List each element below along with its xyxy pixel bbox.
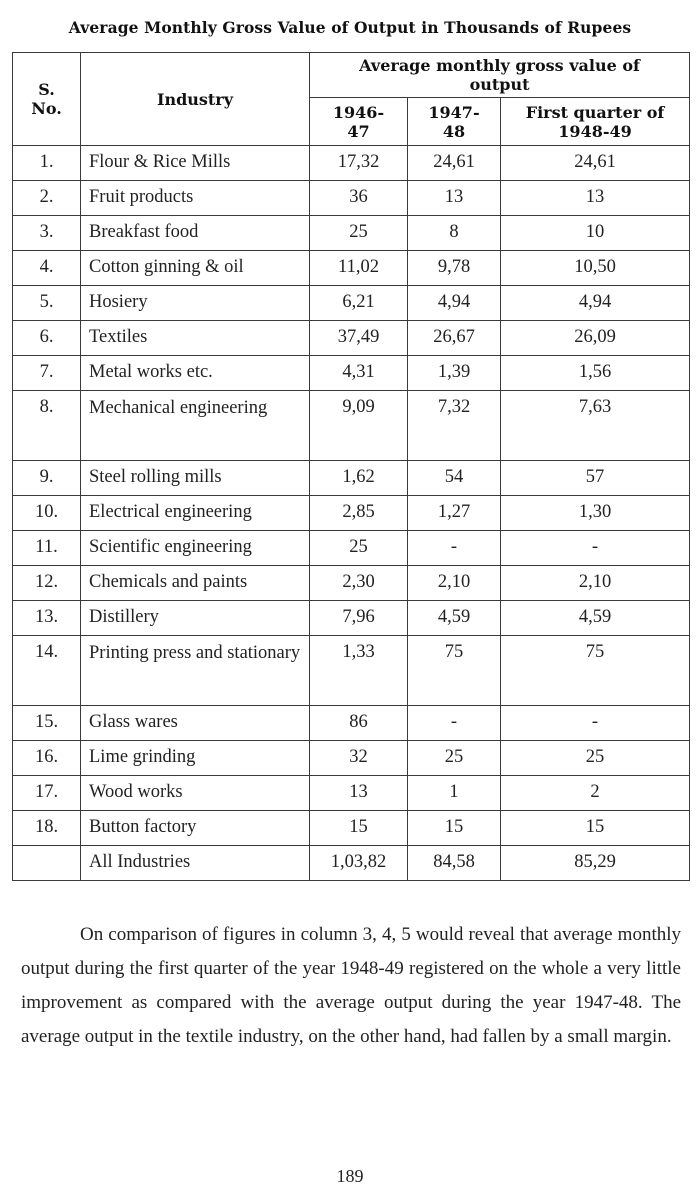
cell-q1-1948-49 (501, 181, 690, 216)
table-row (13, 461, 690, 496)
cell-sno (13, 391, 81, 461)
header-1946-47: 1946-47 (310, 98, 408, 146)
table-row (13, 601, 690, 636)
cell-1947-48-text: 1,39 (437, 362, 471, 382)
cell-industry (81, 391, 310, 461)
cell-1946-47-text: 2,85 (342, 502, 375, 522)
cell-q1-1948-49-text: - (591, 537, 599, 557)
cell-sno (13, 776, 81, 811)
cell-q1-1948-49-text: 85,29 (574, 852, 616, 872)
table-row (13, 216, 690, 251)
cell-q1-1948-49-text: 7,63 (578, 397, 612, 417)
cell-sno-text: 8. (39, 397, 54, 417)
cell-industry (81, 321, 310, 356)
cell-industry (81, 251, 310, 286)
cell-industry (81, 776, 310, 811)
cell-1946-47-text: 6,21 (342, 292, 375, 312)
table-row (13, 706, 690, 741)
table-row (13, 846, 690, 881)
cell-sno-text: 17. (34, 782, 59, 802)
cell-sno-text: 11. (35, 537, 58, 557)
cell-industry-text: Lime grinding (89, 747, 196, 767)
cell-q1-1948-49-text: 1,30 (578, 502, 612, 522)
cell-sno (13, 706, 81, 741)
cell-q1-1948-49 (501, 601, 690, 636)
cell-industry-text: Cotton ginning & oil (89, 257, 244, 277)
cell-q1-1948-49 (501, 636, 690, 706)
cell-sno (13, 181, 81, 216)
cell-industry-text: Breakfast food (89, 222, 199, 242)
cell-1947-48 (408, 811, 501, 846)
cell-q1-1948-49-text: 2,10 (578, 572, 612, 592)
cell-sno-text: 3. (39, 222, 54, 242)
cell-1947-48-text: - (450, 537, 458, 557)
cell-1946-47 (310, 741, 408, 776)
cell-q1-1948-49 (501, 846, 690, 881)
cell-1946-47-text: 13 (349, 782, 368, 802)
cell-1946-47-text: 25 (349, 537, 368, 557)
cell-1946-47-text: 9,09 (342, 397, 375, 417)
cell-1946-47 (310, 776, 408, 811)
cell-industry-text: Hosiery (89, 292, 148, 312)
table-row (13, 636, 690, 706)
cell-industry (81, 146, 310, 181)
cell-industry-text: Flour & Rice Mills (89, 152, 231, 172)
cell-1946-47-text: 15 (349, 817, 368, 837)
header-sno: S. No. (13, 53, 81, 146)
table-row (13, 251, 690, 286)
cell-1946-47 (310, 601, 408, 636)
cell-q1-1948-49-text: 4,94 (578, 292, 612, 312)
table-row (13, 531, 690, 566)
cell-sno-text: 9. (39, 467, 54, 487)
cell-1947-48 (408, 846, 501, 881)
cell-industry (81, 216, 310, 251)
cell-sno-text: 4. (39, 257, 54, 277)
cell-1947-48 (408, 566, 501, 601)
cell-1947-48-text: 2,10 (437, 572, 471, 592)
cell-1946-47 (310, 286, 408, 321)
cell-1947-48-text: 75 (444, 642, 464, 662)
cell-industry (81, 811, 310, 846)
cell-industry (81, 601, 310, 636)
cell-q1-1948-49-text: 2 (590, 782, 600, 802)
cell-1946-47 (310, 181, 408, 216)
cell-industry-text: Chemicals and paints (89, 572, 248, 592)
table-row (13, 776, 690, 811)
cell-1946-47 (310, 846, 408, 881)
cell-sno (13, 251, 81, 286)
body-paragraph: On comparison of figures in column 3, 4, 5 would reveal that average monthly output during the first quarter of the year 1948-49 registered on the whole a very little improvement as compared with the average output during the year 1947-48. The average output in the textile industry, on the other hand, had fallen by a small margin. (21, 924, 681, 1047)
cell-q1-1948-49 (501, 566, 690, 601)
cell-sno-text: 12. (34, 572, 59, 592)
cell-q1-1948-49 (501, 706, 690, 741)
cell-1947-48 (408, 461, 501, 496)
cell-industry (81, 181, 310, 216)
cell-1946-47-text: 36 (349, 187, 368, 207)
cell-sno-text: 7. (39, 362, 54, 382)
cell-q1-1948-49 (501, 321, 690, 356)
cell-q1-1948-49-text: 26,09 (574, 327, 616, 347)
cell-sno (13, 531, 81, 566)
cell-sno-text: 16. (34, 747, 59, 767)
cell-1946-47 (310, 531, 408, 566)
header-industry: Industry (81, 53, 310, 146)
cell-1946-47 (310, 391, 408, 461)
cell-1946-47-text: 17,32 (337, 152, 380, 172)
cell-sno (13, 636, 81, 706)
cell-q1-1948-49 (501, 741, 690, 776)
header-group: Average monthly gross value of output (310, 53, 690, 98)
cell-1947-48-text: 4,94 (437, 292, 471, 312)
cell-industry (81, 706, 310, 741)
cell-1946-47 (310, 496, 408, 531)
cell-1946-47-text: 37,49 (337, 327, 380, 347)
cell-1946-47 (310, 636, 408, 706)
cell-industry-text: Printing press and stationary (89, 643, 301, 663)
cell-industry-text: Button factory (89, 817, 197, 837)
cell-1947-48-text: 4,59 (437, 607, 471, 627)
cell-q1-1948-49-text: 10,50 (574, 257, 616, 277)
table-title: Average Monthly Gross Value of Output in Thousands of Rupees (68, 18, 632, 37)
cell-sno (13, 146, 81, 181)
cell-industry-text: Scientific engineering (89, 537, 252, 557)
table-row (13, 286, 690, 321)
cell-sno (13, 356, 81, 391)
cell-1946-47-text: 1,62 (342, 467, 375, 487)
cell-1946-47 (310, 356, 408, 391)
cell-industry (81, 531, 310, 566)
output-table (12, 52, 690, 881)
cell-1946-47-text: 25 (349, 222, 368, 242)
cell-1947-48 (408, 356, 501, 391)
cell-1946-47 (310, 146, 408, 181)
cell-sno-text: 2. (39, 187, 54, 207)
cell-q1-1948-49-text: 24,61 (574, 152, 616, 172)
cell-1946-47 (310, 321, 408, 356)
cell-1946-47-text: 1,03,82 (330, 852, 387, 872)
cell-1947-48 (408, 321, 501, 356)
cell-sno (13, 601, 81, 636)
cell-q1-1948-49 (501, 286, 690, 321)
cell-q1-1948-49 (501, 811, 690, 846)
cell-1946-47-text: 11,02 (338, 257, 379, 277)
table-row (13, 321, 690, 356)
cell-industry-text: Textiles (89, 327, 148, 347)
cell-1947-48-text: 1,27 (437, 502, 471, 522)
cell-sno (13, 566, 81, 601)
cell-industry-text: Electrical engineering (89, 502, 252, 522)
cell-sno-text: 1. (39, 152, 54, 172)
cell-industry (81, 496, 310, 531)
cell-1947-48-text: 8 (449, 222, 459, 242)
cell-1947-48-text: 7,32 (437, 397, 471, 417)
cell-industry-text: Distillery (89, 607, 159, 627)
header-1947-48: 1947-48 (408, 98, 501, 146)
cell-q1-1948-49-text: 4,59 (578, 607, 612, 627)
cell-q1-1948-49 (501, 356, 690, 391)
cell-industry (81, 566, 310, 601)
cell-q1-1948-49-text: 10 (585, 222, 605, 242)
table-row (13, 146, 690, 181)
cell-1946-47-text: 32 (349, 747, 368, 767)
cell-1947-48-text: 13 (444, 187, 464, 207)
cell-industry-text: Mechanical engineering (89, 398, 268, 418)
table-row (13, 811, 690, 846)
cell-q1-1948-49-text: 57 (585, 467, 605, 487)
cell-sno (13, 461, 81, 496)
cell-sno (13, 216, 81, 251)
header-q1-1948-49: First quarter of 1948-49 (501, 98, 690, 146)
cell-1946-47 (310, 216, 408, 251)
page-number: 189 (336, 1166, 364, 1186)
cell-industry (81, 461, 310, 496)
table-row (13, 741, 690, 776)
cell-1947-48 (408, 531, 501, 566)
cell-1946-47-text: 7,96 (342, 607, 375, 627)
cell-sno-text: 6. (39, 327, 54, 347)
cell-1947-48-text: 25 (444, 747, 464, 767)
cell-sno-text: 13. (34, 607, 59, 627)
cell-sno (13, 846, 81, 881)
cell-sno-text: 14. (34, 642, 59, 662)
cell-1946-47 (310, 251, 408, 286)
cell-1947-48-text: 24,61 (433, 152, 475, 172)
cell-industry (81, 356, 310, 391)
cell-sno-text: 5. (39, 292, 54, 312)
cell-sno (13, 321, 81, 356)
cell-1947-48 (408, 146, 501, 181)
table-row (13, 496, 690, 531)
cell-industry-text: Fruit products (89, 187, 194, 207)
cell-q1-1948-49-text: 1,56 (578, 362, 612, 382)
cell-industry-text: Wood works (89, 782, 183, 802)
cell-1947-48 (408, 496, 501, 531)
cell-sno (13, 811, 81, 846)
cell-1946-47 (310, 706, 408, 741)
cell-q1-1948-49-text: 75 (585, 642, 605, 662)
cell-1947-48-text: 54 (444, 467, 464, 487)
cell-industry-text: Metal works etc. (89, 362, 213, 382)
cell-sno-text (13, 846, 80, 850)
cell-1947-48 (408, 601, 501, 636)
cell-1947-48 (408, 251, 501, 286)
cell-q1-1948-49 (501, 531, 690, 566)
cell-q1-1948-49 (501, 496, 690, 531)
cell-1946-47-text: 86 (349, 712, 368, 732)
cell-1947-48-text: - (450, 712, 458, 732)
cell-1947-48 (408, 391, 501, 461)
cell-1947-48 (408, 636, 501, 706)
cell-q1-1948-49-text: 13 (585, 187, 605, 207)
cell-1947-48 (408, 741, 501, 776)
cell-industry (81, 286, 310, 321)
cell-1946-47 (310, 461, 408, 496)
cell-1947-48-text: 15 (444, 817, 464, 837)
cell-1946-47 (310, 811, 408, 846)
cell-1947-48-text: 26,67 (433, 327, 475, 347)
cell-q1-1948-49-text: 15 (585, 817, 605, 837)
cell-1946-47 (310, 566, 408, 601)
table-row (13, 566, 690, 601)
cell-industry-text: All Industries (89, 852, 191, 872)
cell-sno (13, 496, 81, 531)
table-row (13, 181, 690, 216)
cell-q1-1948-49 (501, 216, 690, 251)
cell-1947-48 (408, 181, 501, 216)
cell-1947-48-text: 9,78 (437, 257, 471, 277)
cell-q1-1948-49 (501, 251, 690, 286)
cell-sno-text: 15. (34, 712, 59, 732)
cell-sno-text: 10. (34, 502, 59, 522)
table-row (13, 356, 690, 391)
cell-1946-47-text: 2,30 (342, 572, 375, 592)
cell-industry (81, 636, 310, 706)
cell-sno (13, 741, 81, 776)
table-row (13, 391, 690, 461)
cell-1946-47-text: 1,33 (342, 642, 375, 662)
cell-q1-1948-49 (501, 391, 690, 461)
cell-1947-48 (408, 216, 501, 251)
cell-industry (81, 741, 310, 776)
cell-q1-1948-49 (501, 776, 690, 811)
cell-1947-48 (408, 706, 501, 741)
cell-industry (81, 846, 310, 881)
cell-1947-48-text: 1 (449, 782, 459, 802)
cell-q1-1948-49 (501, 461, 690, 496)
cell-1947-48 (408, 776, 501, 811)
cell-industry-text: Steel rolling mills (89, 467, 222, 487)
cell-q1-1948-49-text: 25 (585, 747, 605, 767)
cell-q1-1948-49-text: - (591, 712, 599, 732)
cell-q1-1948-49 (501, 146, 690, 181)
cell-1947-48 (408, 286, 501, 321)
cell-sno (13, 286, 81, 321)
cell-1947-48-text: 84,58 (433, 852, 475, 872)
cell-industry-text: Glass wares (89, 712, 178, 732)
cell-sno-text: 18. (34, 817, 59, 837)
cell-1946-47-text: 4,31 (342, 362, 375, 382)
